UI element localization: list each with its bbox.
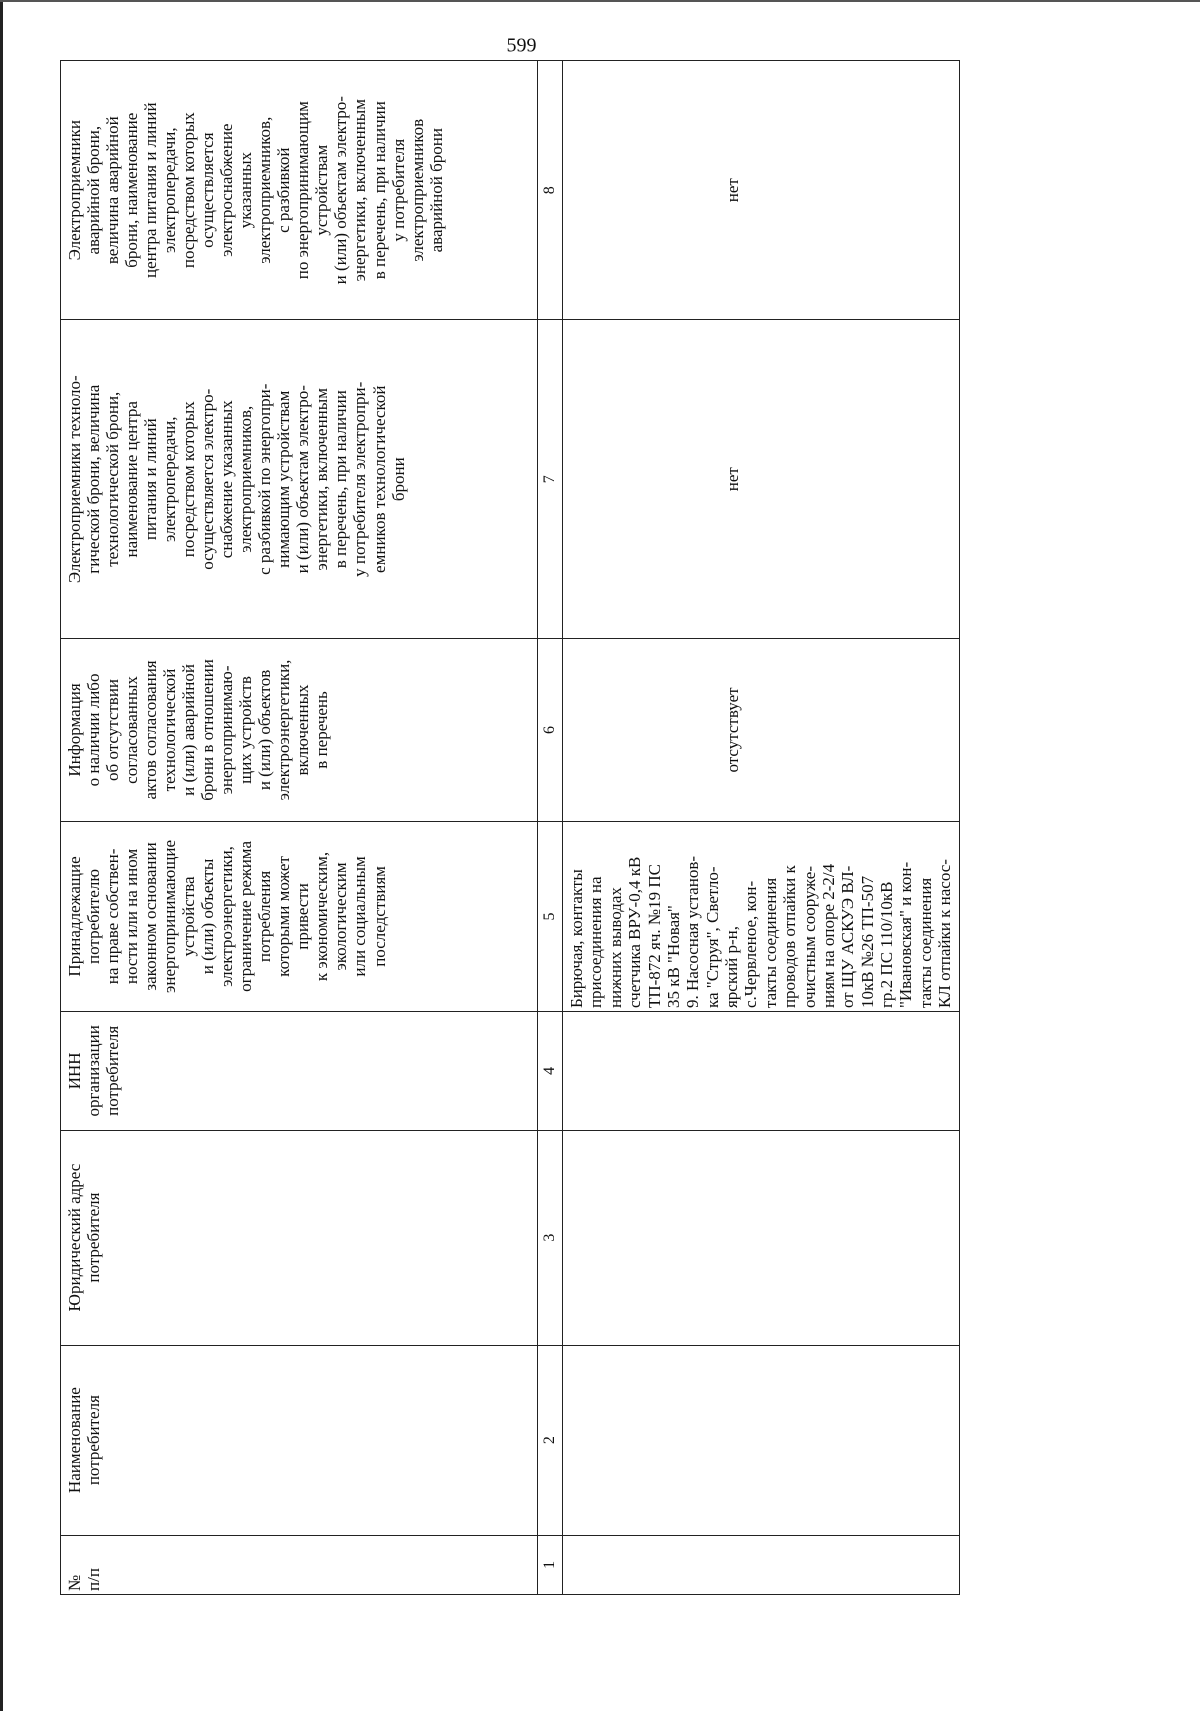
column-number: 5 <box>538 821 563 1011</box>
column-number: 7 <box>538 320 563 639</box>
column-number: 3 <box>538 1130 563 1345</box>
scan-edge-top <box>0 0 1200 2</box>
header-emergency-reserve: Электроприемники аварийной брони, величина аварийной брони, наименование центра питания и линий электропередачи, посредством которых осуществляется электроснабжение указанных электроприемников, с разбивкой по энергопринимающим устройствам и (или) объектам электро- энергетики, включенным в перечень, при наличии у потребителя электроприемников аварийной брони <box>61 61 538 320</box>
cell-technological-reserve: нет <box>563 320 960 639</box>
scan-edge <box>0 0 3 1711</box>
cell-number <box>563 1535 960 1594</box>
header-legal-address: Юридический адрес потребителя <box>61 1130 538 1345</box>
header-inn: ИНН организации потребителя <box>61 1012 538 1131</box>
column-number: 4 <box>538 1012 563 1131</box>
page-number: 599 <box>506 34 537 57</box>
header-reservation-acts: Информация о наличии либо об отсутствии согласованных актов согласования технологической и (или) аварийной брони в отношении энергопринимаю- щих устройств и (или) объектов электроэнергетики, включенных в перечень <box>61 639 538 822</box>
header-technological-reserve: Электроприемники техноло- гической брони, величина технологической брони, наименование центра питания и линий электропередачи, посредством которых осуществляется электро- снабжение указанных электроприемников, с разбивкой по энергопри- нимающим устройствам и (или) объектам электро- энергетики, включенным в перечень, при наличии у потребителя электропри- емников технологической брони <box>61 320 538 639</box>
column-number: 6 <box>538 639 563 822</box>
cell-consumer-name <box>563 1345 960 1535</box>
cell-emergency-reserve: нет <box>563 61 960 320</box>
table-row <box>563 61 960 1595</box>
header-number: № п/п <box>61 1535 538 1594</box>
cell-reservation-acts: отсутствует <box>563 639 960 822</box>
cell-owned-devices: Бирючая, контакты присоединения на нижних выводах счетчика ВРУ-0,4 кВ ТП-872 яч. №19 ПС 35 кВ "Новая" 9. Насосная установ- ка "Струя", Светло- ярский р-н, с.Червленое, кон- такты соединения проводов отпайки к очистным сооруже- ниям на опоре 2-2/4 от ЩУ АСКУЭ ВЛ- 10кВ №26 ТП-507 гр.2 ПС 110/10кВ "Ивановская" и кон- такты соединения КЛ отпайки к насос- <box>563 821 960 1011</box>
header-row <box>61 61 538 1595</box>
header-owned-devices: Принадлежащие потребителю на праве собствен- ности или на ином законном основании энергопринимающие устройства и (или) объекты электроэнергетики, ограничение режима потребления которыми может привести к экономическим, экологическим или социальным последствиям <box>61 821 538 1011</box>
column-number: 8 <box>538 61 563 320</box>
header-consumer-name: Наименование потребителя <box>61 1345 538 1535</box>
column-number-row <box>538 61 563 1595</box>
cell-inn <box>563 1012 960 1131</box>
cell-legal-address <box>563 1130 960 1345</box>
column-number: 2 <box>538 1345 563 1535</box>
column-number: 1 <box>538 1535 563 1594</box>
rotated-page <box>60 34 1080 1595</box>
consumer-table <box>60 60 960 1595</box>
